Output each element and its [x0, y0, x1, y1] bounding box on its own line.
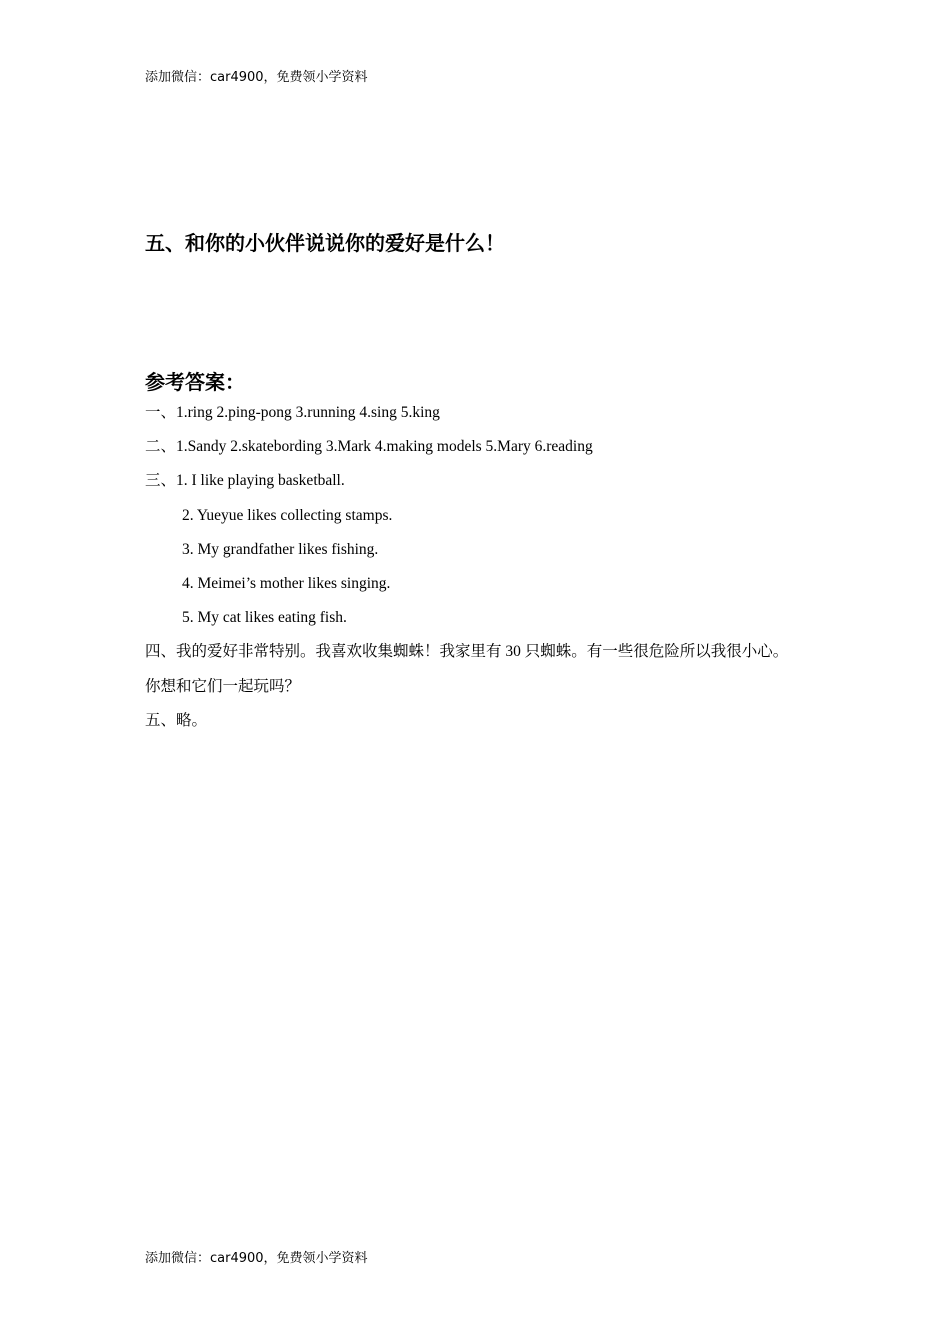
answer-list	[145, 402, 835, 744]
answer-line-7: 5. My cat likes eating fish.	[182, 609, 347, 627]
answer-line-3: 三、1. I like playing basketball.	[145, 472, 345, 490]
answer-line-1: 一、1.ring 2.ping-pong 3.running 4.sing 5.king	[145, 404, 440, 421]
answer-line-9: 你想和它们一起玩吗？	[145, 677, 301, 695]
answer-line-5: 3. My grandfather likes fishing.	[182, 540, 379, 558]
footer-note: 添加微信：car4900，免费领小学资料	[145, 1251, 368, 1266]
answer-line-6: 4. Meimei’s mother likes singing.	[182, 574, 391, 592]
answer-line-2: 二、1.Sandy 2.skatebording 3.Mark 4.making models 5.Mary 6.reading	[145, 438, 593, 456]
answer-line-10: 五、略。	[145, 711, 208, 729]
answer-line-4: 2. Yueyue likes collecting stamps.	[182, 506, 393, 524]
section-five-title: 五、和你的小伙伴说说你的爱好是什么！	[145, 231, 505, 255]
answers-title: 参考答案：	[145, 370, 245, 394]
answer-line-8: 四、我的爱好非常特别。我喜欢收集蜘蛛！我家里有 30 只蜘蛛。有一些很危险所以我很小心。	[145, 643, 789, 661]
header-note: 添加微信：car4900，免费领小学资料	[145, 70, 368, 85]
